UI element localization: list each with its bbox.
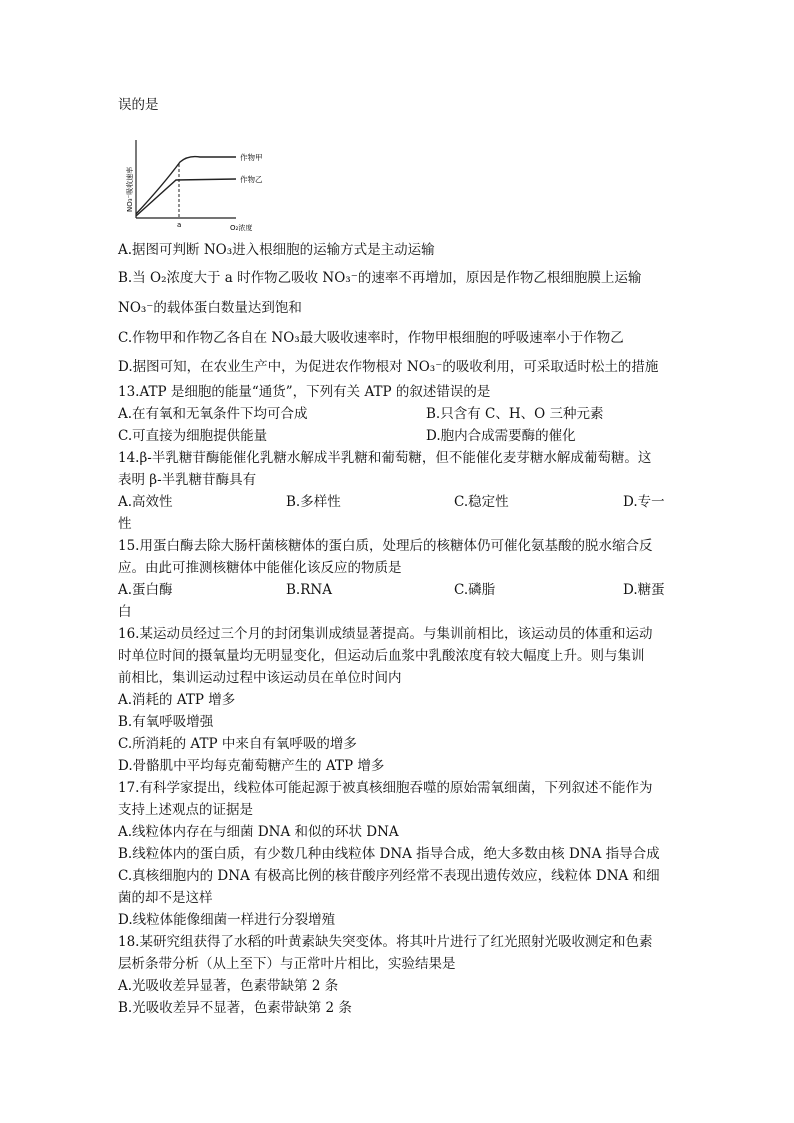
q15-option-b: B.RNA [286,582,332,598]
q12-option-a: A.据图可判断 NO₃进入根细胞的运输方式是主动运输 [118,242,435,258]
q17-option-c-line2: 菌的却不是这样 [118,890,213,906]
q12-option-d: D.据图可知，在农业生产中，为促进农作物根对 NO₃⁻的吸收利用，可采取适时松土的措施 [118,359,659,375]
q15-option-d: D.糖蛋 [623,582,665,598]
q14-stem-line1: 14.β-半乳糖苷酶能催化乳糖水解成半乳糖和葡萄糖，但不能催化麦芽糖水解成葡萄糖。这 [118,450,652,466]
q13-option-c: C.可直接为细胞提供能量 [118,428,268,444]
q16-stem-line3: 前相比，集训运动过程中该运动员在单位时间内 [118,670,402,686]
q15-option-d-wrap: 白 [118,604,132,620]
q13-option-b: B.只含有 C、H、O 三种元素 [426,406,604,422]
q14-option-b: B.多样性 [286,494,341,510]
q12-option-c: C.作物甲和作物乙各自在 NO₃最大吸收速率时，作物甲根细胞的呼吸速率小于作物乙 [118,330,624,346]
q13-stem: 13.ATP 是细胞的能量“通货”，下列有关 ATP 的叙述错误的是 [118,384,491,400]
q13-option-a: A.在有氧和无氧条件下均可合成 [118,406,308,422]
nitrate-uptake-figure [118,130,278,235]
x-axis-label: O₂浓度 [230,224,253,232]
series-1-line [136,157,236,214]
q16-stem-line2: 时单位时间的摄氧量均无明显变化，但运动后血浆中乳酸浓度有较大幅度上升。则与集训 [118,648,645,664]
q16-stem-line1: 16.某运动员经过三个月的封闭集训成绩显著提高。与集训前相比，该运动员的体重和运动 [118,626,653,642]
series-2-label: 作物乙 [240,175,263,184]
q12-option-b-line1: B.当 O₂浓度大于 a 时作物乙吸收 NO₃⁻的速率不再增加，原因是作物乙根细胞膜上运输 [118,270,642,286]
q14-option-d-wrap: 性 [118,516,132,532]
q18-option-b: B.光吸收差异不显著，色素带缺第 2 条 [118,1000,352,1016]
series-1-label: 作物甲 [240,153,263,162]
q13-option-d: D.胞内合成需要酶的催化 [426,428,576,444]
q18-stem-line2: 层析条带分析（从上至下）与正常叶片相比，实验结果是 [118,956,456,972]
q16-option-d: D.骨骼肌中平均每克葡萄糖产生的 ATP 增多 [118,758,385,774]
q18-option-a: A.光吸收差异显著，色素带缺第 2 条 [118,978,339,994]
q16-option-b: B.有氧呼吸增强 [118,714,214,730]
q14-option-d: D.专一 [623,494,665,510]
q16-option-a: A.消耗的 ATP 增多 [118,692,236,708]
q15-stem-line2: 应。由此可推测核糖体中能催化该反应的物质是 [118,560,402,576]
tick-a: a [177,221,182,229]
q17-option-d: D.线粒体能像细菌一样进行分裂增殖 [118,912,336,928]
q17-option-a: A.线粒体内存在与细菌 DNA 和似的环状 DNA [118,824,399,840]
q16-option-c: C.所消耗的 ATP 中来自有氧呼吸的增多 [118,736,357,752]
q14-stem-line2: 表明 β-半乳糖苷酶具有 [118,472,257,488]
y-axis-label: NO₃⁻吸收速率 [126,166,134,212]
q17-option-c-line1: C.真核细胞内的 DNA 有极高比例的核苷酸序列经常不表现出遗传效应，线粒体 DNA 和细 [118,868,660,884]
q17-stem-line2: 支持上述观点的证据是 [118,802,253,818]
q18-stem-line1: 18.某研究组获得了水稻的叶黄素缺失突变体。将其叶片进行了红光照射光吸收测定和色素 [118,934,653,950]
q17-stem-line1: 17.有科学家提出，线粒体可能起源于被真核细胞吞噬的原始需氧细菌，下列叙述不能作为 [118,780,653,796]
q17-option-b: B.线粒体内的蛋白质，有少数几种由线粒体 DNA 指导合成，绝大多数由核 DNA 指导合成 [118,846,660,862]
question-tail: 误的是 [118,97,159,113]
q15-option-c: C.磷脂 [454,582,496,598]
q14-option-a: A.高效性 [118,494,173,510]
q12-option-b-line2: NO₃⁻的载体蛋白数量达到饱和 [118,300,302,316]
q14-option-c: C.稳定性 [454,494,509,510]
q15-option-a: A.蛋白酶 [118,582,173,598]
q15-stem-line1: 15.用蛋白酶去除大肠杆菌核糖体的蛋白质，处理后的核糖体仍可催化氨基酸的脱水缩合反 [118,538,653,554]
